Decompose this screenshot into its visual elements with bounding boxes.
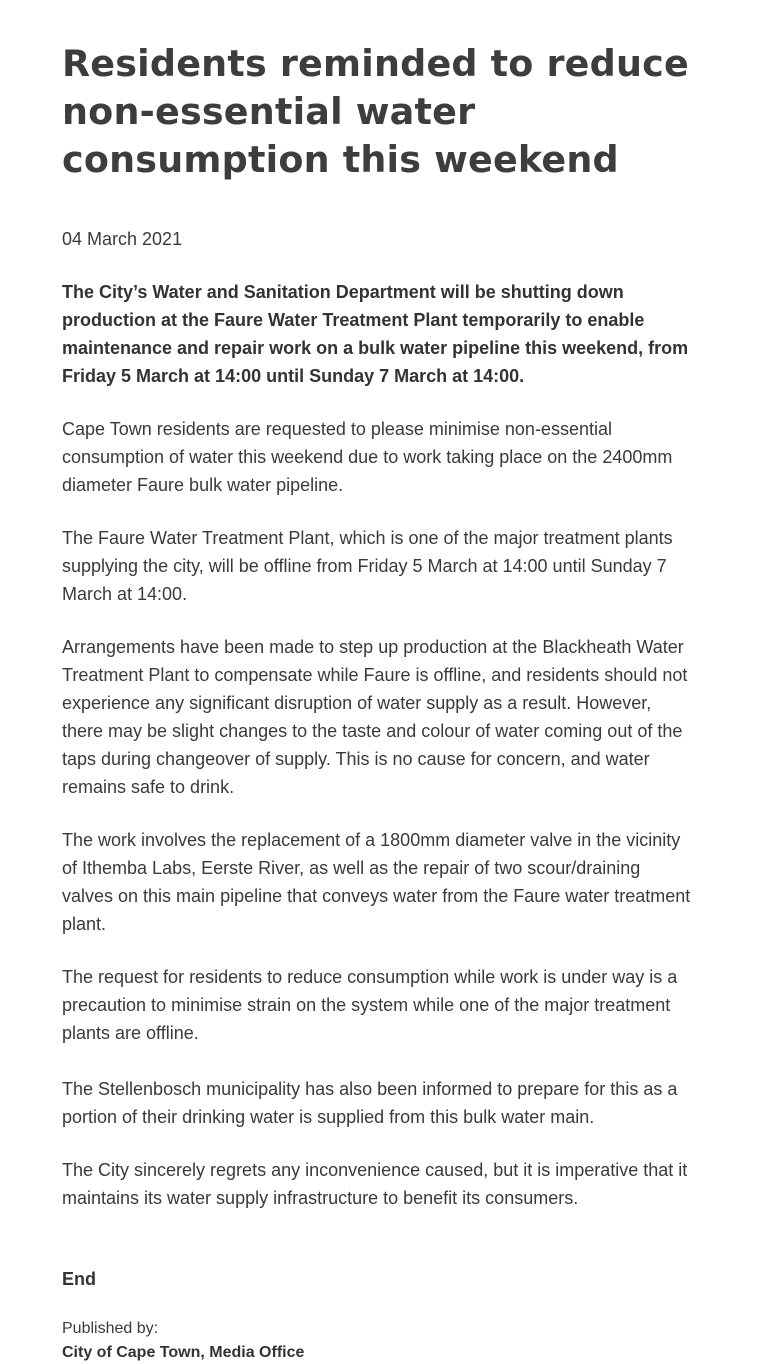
article-paragraph: The Stellenbosch municipality has also been informed to prepare for this as a portion of their drinking water is supplied from this bulk water main. xyxy=(62,1079,678,1127)
article xyxy=(62,0,692,1364)
article-paragraph: Cape Town residents are requested to please minimise non-essential consumption of water this weekend due to work taking place on the 2400mm diameter Faure bulk water pipeline. xyxy=(62,419,673,495)
article-paragraph: The City sincerely regrets any inconvenience caused, but it is imperative that it maintains its water supply infrastructure to benefit its consumers. xyxy=(62,1160,688,1208)
article-date: 04 March 2021 xyxy=(62,229,183,249)
article-paragraph: The Faure Water Treatment Plant, which is one of the major treatment plants supplying the city, will be offline from Friday 5 March at 14:00 until Sunday 7 March at 14:00. xyxy=(62,528,673,604)
publisher-name: City of Cape Town, Media Office xyxy=(62,1344,305,1361)
published-by-label: Published by: xyxy=(62,1320,159,1337)
article-paragraph: Arrangements have been made to step up production at the Blackheath Water Treatment Plant to compensate while Faure is offline, and residents should not experience any significant disruption of water supply as a result. However, there may be slight changes to the taste and colour of water coming out of the taps during changeover of supply. This is no cause for concern, and water remains safe to drink. xyxy=(62,637,688,797)
article-title: Residents reminded to reduce non-essential water consumption this weekend xyxy=(62,42,689,181)
article-end-label: End xyxy=(62,1269,96,1289)
article-paragraph: The work involves the replacement of a 1800mm diameter valve in the vicinity of Ithemba Labs, Eerste River, as well as the repair of two scour/draining valves on this main pipeline that conveys water from the Faure water treatment plant. xyxy=(62,830,691,934)
article-lead: The City’s Water and Sanitation Department will be shutting down production at the Faure Water Treatment Plant temporarily to enable maintenance and repair work on a bulk water pipeline this weekend, from Friday 5 March at 14:00 until Sunday 7 March at 14:00. xyxy=(62,282,689,386)
article-paragraph: The request for residents to reduce consumption while work is under way is a precaution to minimise strain on the system while one of the major treatment plants are offline. xyxy=(62,967,678,1043)
